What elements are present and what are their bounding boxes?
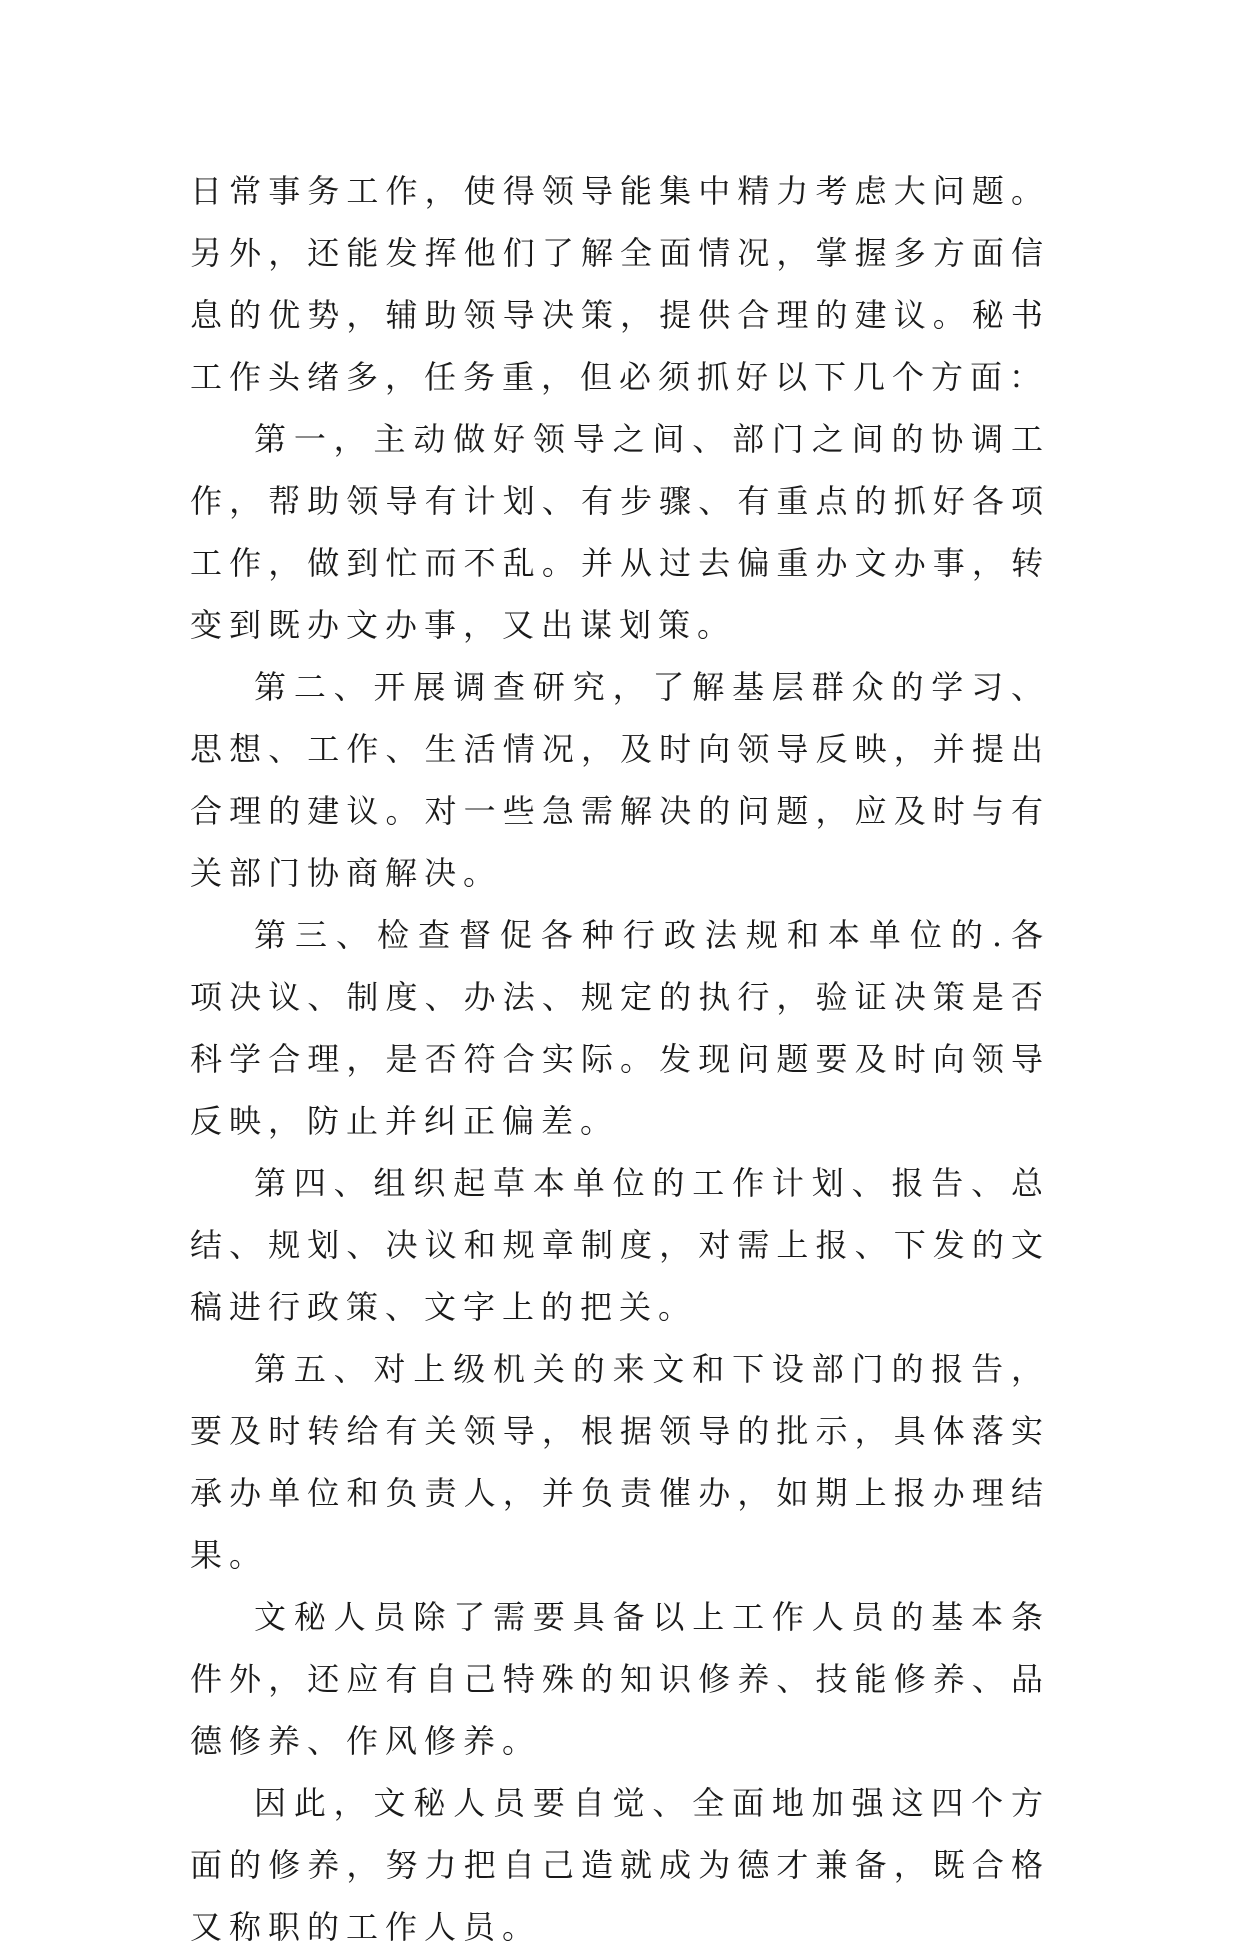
document-body	[190, 160, 1050, 1958]
paragraph-4: 第三、检查督促各种行政法规和本单位的.各项决议、制度、办法、规定的执行，验证决策是否科学合理，是否符合实际。发现问题要及时向领导反映，防止并纠正偏差。	[190, 916, 1050, 1140]
paragraph-2: 第一，主动做好领导之间、部门之间的协调工作，帮助领导有计划、有步骤、有重点的抓好各项工作，做到忙而不乱。并从过去偏重办文办事，转变到既办文办事，又出谋划策。	[190, 420, 1050, 644]
paragraph-3: 第二、开展调查研究，了解基层群众的学习、思想、工作、生活情况，及时向领导反映，并提出合理的建议。对一些急需解决的问题，应及时与有关部门协商解决。	[190, 668, 1050, 892]
paragraph-8: 因此，文秘人员要自觉、全面地加强这四个方面的修养，努力把自己造就成为德才兼备，既合格又称职的工作人员。	[190, 1784, 1050, 1946]
paragraph-6: 第五、对上级机关的来文和下设部门的报告，要及时转给有关领导，根据领导的批示，具体落实承办单位和负责人，并负责催办，如期上报办理结果。	[190, 1350, 1050, 1574]
paragraph-5: 第四、组织起草本单位的工作计划、报告、总结、规划、决议和规章制度，对需上报、下发的文稿进行政策、文字上的把关。	[190, 1164, 1050, 1326]
paragraph-1: 日常事务工作，使得领导能集中精力考虑大问题。另外，还能发挥他们了解全面情况，掌握多方面信息的优势，辅助领导决策，提供合理的建议。秘书工作头绪多，任务重，但必须抓好以下几个方面：	[190, 172, 1050, 396]
paragraph-7: 文秘人员除了需要具备以上工作人员的基本条件外，还应有自己特殊的知识修养、技能修养、品德修养、作风修养。	[190, 1598, 1050, 1760]
